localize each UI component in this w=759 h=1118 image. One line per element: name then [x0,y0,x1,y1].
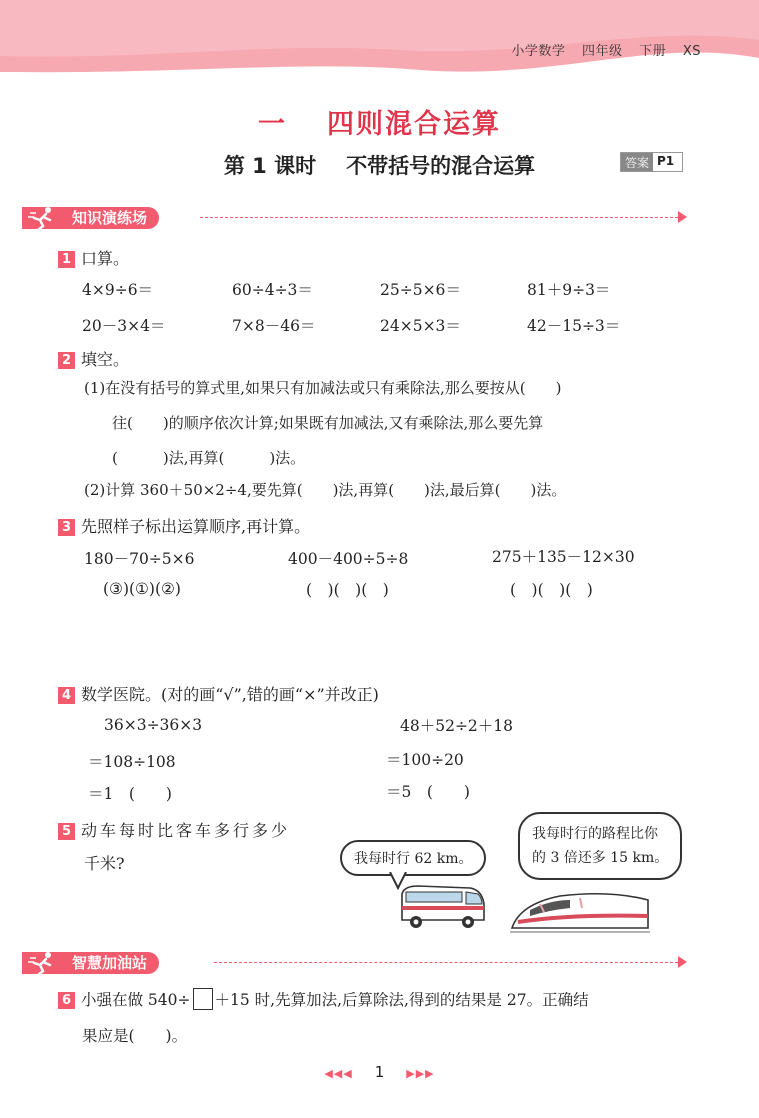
q1-item: 42－15÷3＝ [527,317,621,335]
arrow-right-icon [678,211,687,223]
q4-left-line: ＝108÷108 [88,753,176,771]
q3-expression: 400－400÷5÷8 [288,550,409,568]
lesson-number: 第 1 课时 [223,154,317,178]
subject-label: 小学数学 [511,44,566,59]
q2-part2: (2)计算 360＋50×2÷4,要先算( )法,再算( )法,最后算( )法。 [84,481,567,499]
q1-item: 20－3×4＝ [82,317,166,335]
q2-heading [58,347,129,370]
q2-part1-line1: (1)在没有括号的算式里,如果只有加减法或只有乘除法,那么要按从( ) [84,379,562,397]
q1-item: 60÷4÷3＝ [232,281,313,299]
runner-icon [28,205,58,231]
q4-number: 4 [58,687,75,704]
q6-text-b: ＋15 时,先算加法,后算除法,得到的结果是 27。正确结 [214,991,589,1009]
answer-tag [620,152,683,172]
q6-line1 [58,988,589,1010]
q3-heading [58,514,310,537]
train-speech-line2: 的 3 倍还多 15 km。 [532,850,669,866]
q2-part1-line3: ( )法,再算( )法。 [112,449,306,467]
speech-bubble-bus [340,840,486,876]
q3-expression: 275＋135－12×30 [492,548,635,566]
arrow-right-icon [678,956,687,968]
q4-right-line: ＝100÷20 [386,751,464,769]
unit-name: 四则混合运算 [327,109,501,140]
q1-item: 25÷5×6＝ [380,281,461,299]
book-info [499,40,701,59]
unit-number: 一 [258,109,287,140]
q4-left-line: ＝1 ( ) [88,785,172,803]
q1-item: 7×8－46＝ [232,317,316,335]
volume-label: 下册 [639,44,667,59]
train-speech-line1: 我每时行的路程比你 [532,826,658,842]
q1-item: 4×9÷6＝ [82,281,154,299]
answer-label: 答案 [621,153,653,171]
section-practice-label: 知识演练场 [22,207,159,229]
q6-text-a: 小强在做 540÷ [81,991,191,1009]
q2-part1-line2: 往( )的顺序依次计算;如果既有加减法,又有乘除法,那么要先算 [112,414,544,432]
q6-line2: 果应是( )。 [82,1027,188,1045]
left-arrows-icon: ◀◀◀ [324,1067,353,1080]
q3-number: 3 [58,519,75,536]
section-practice [0,207,759,229]
q4-right-line: ＝5 ( ) [386,783,470,801]
bus-speech: 我每时行 62 km。 [354,851,473,867]
speech-bubble-train [518,812,682,880]
q3-order: ( )( )( ) [306,581,389,599]
train-icon [510,888,650,936]
q5-question [58,818,290,841]
q1-item: 24×5×3＝ [380,317,461,335]
q1-title: 口算。 [81,249,130,268]
page-number: 1 [374,1063,385,1081]
lesson-name: 不带括号的混合运算 [346,154,536,178]
section-challenge-label: 智慧加油站 [22,952,159,974]
q3-expression: 180－70÷5×6 [84,550,195,568]
q2-title: 填空。 [81,350,130,369]
q3-order: (③)(①)(②) [103,580,181,598]
grade-label: 四年级 [582,44,623,59]
q5-line2: 千米? [84,854,125,873]
q1-item: 81＋9÷3＝ [527,281,611,299]
answer-page: P1 [657,154,675,168]
q6-number: 6 [58,992,75,1009]
q4-title: 数学医院。(对的画“√”,错的画“×”并改正) [81,685,379,704]
q4-left-line: 36×3÷36×3 [104,716,203,734]
runner-icon [28,950,58,976]
section-challenge [0,952,759,974]
right-arrows-icon: ▶▶▶ [406,1067,435,1080]
q2-number: 2 [58,352,75,369]
q3-title: 先照样子标出运算顺序,再计算。 [81,517,311,536]
q1-number: 1 [58,251,75,268]
q3-order: ( )( )( ) [510,581,593,599]
bus-icon [398,882,488,932]
q4-right-line: 48＋52÷2＋18 [400,717,514,735]
q5-line1: 动车每时比客车多行多少 [81,821,291,840]
page-footer [0,1063,759,1081]
unit-title [0,102,759,141]
q1-heading [58,246,129,269]
q4-heading [58,682,379,705]
answer-blank-box[interactable] [193,988,213,1010]
edition-label: XS [682,44,701,59]
q5-number: 5 [58,823,75,840]
